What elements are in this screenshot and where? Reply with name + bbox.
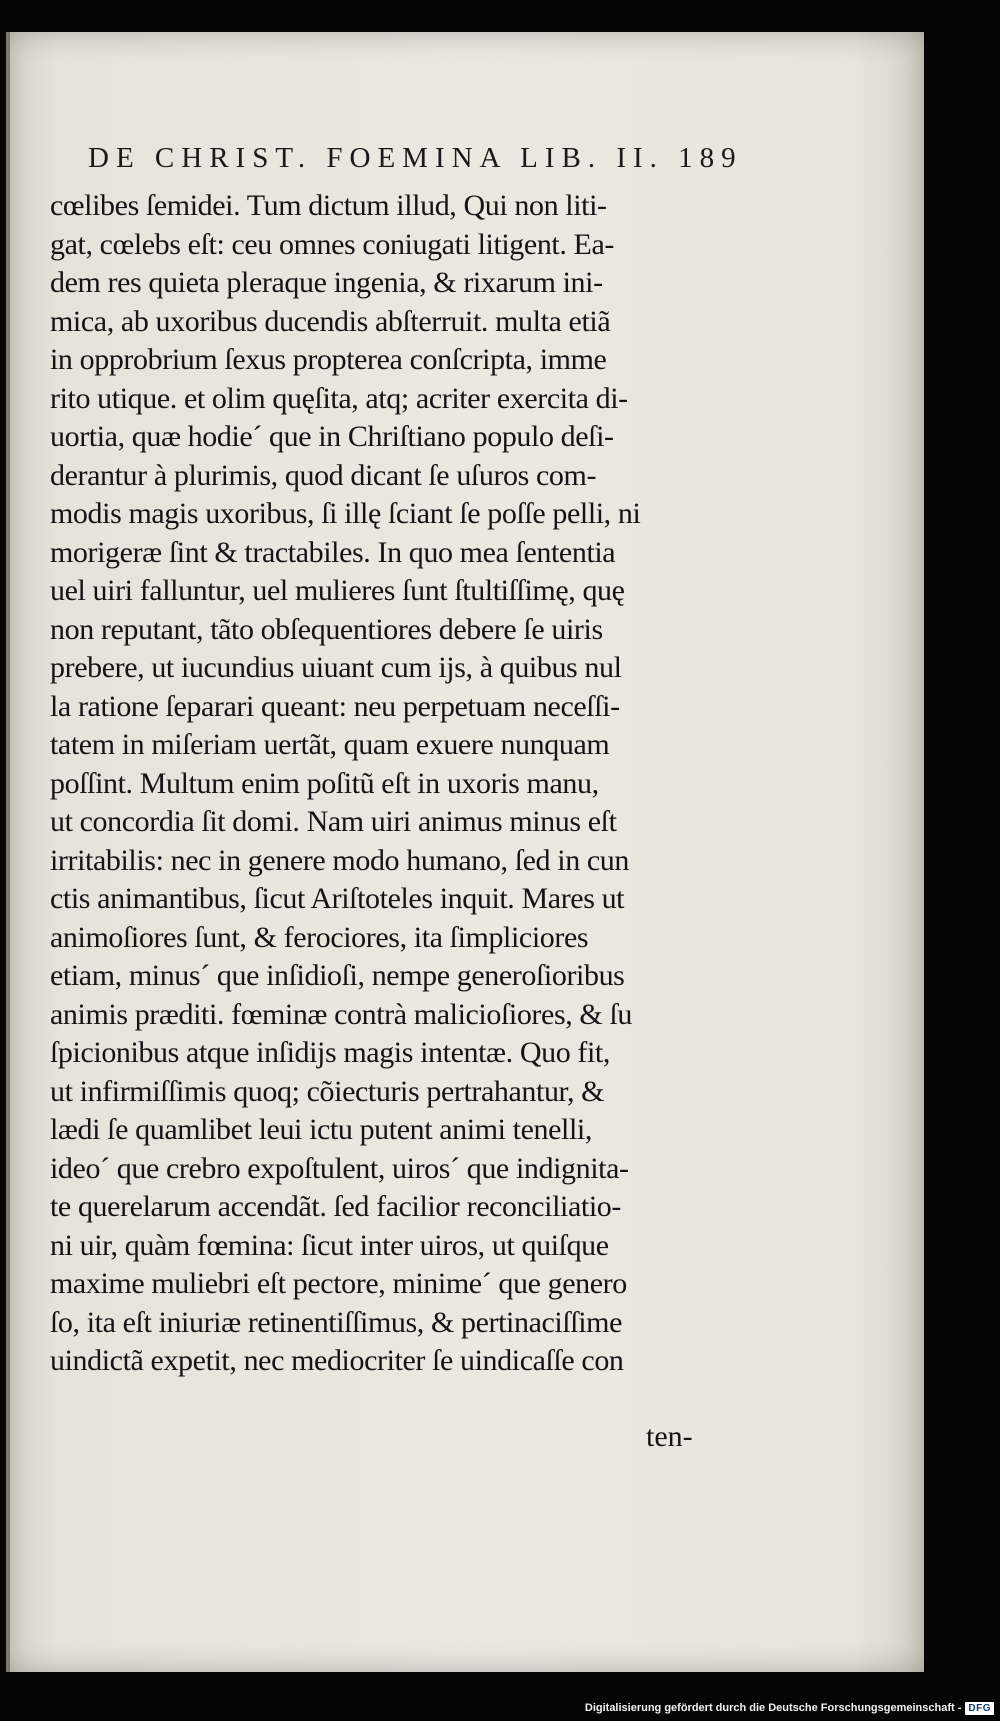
text-line: te querelarum accendãt. ſed facilior reconciliatio- [50,1190,621,1223]
digitization-footer [585,1699,994,1717]
text-line: uindictã expetit, nec mediocriter ſe uindicaſſe con [50,1344,624,1377]
text-line: ideo´ que crebro expoſtulent, uiros´ que indignita- [50,1151,629,1185]
text-line: tatem in miſeriam uertãt, quam exuere nunquam [50,728,610,761]
text-line: ſpicionibus atque inſidijs magis intentæ. Quo fit, [50,1036,610,1069]
running-head: DE CHRIST. FOEMINA LIB. II. 189 [88,142,743,174]
page-edge [6,32,10,1672]
text-line: in opprobrium ſexus propterea conſcripta, imme [50,343,607,376]
text-line: animis præditi. fœminæ contrà malicioſiores, & ſu [50,997,632,1031]
text-line: ni uir, quàm fœmina: ſicut inter uiros, ut quiſque [50,1228,609,1262]
text-line: non reputant, tãto obſequentiores debere ſe uiris [50,612,603,646]
text-line: modis magis uxoribus, ſi illę ſciant ſe poſſe pelli, ni [50,497,641,530]
text-block [50,187,750,1381]
text-line: uortia, quæ hodie´ que in Chriſtiano populo deſi- [50,420,614,453]
text-line: gat, cœlebs eſt: ceu omnes coniugati litigent. Ea- [50,227,614,261]
dfg-logo: DFG [965,1702,994,1715]
text-line: dem res quieta pleraque ingenia, & rixarum ini- [50,266,603,299]
text-line: lædi ſe quamlibet leui ictu putent animi tenelli, [50,1113,592,1146]
book-page [6,32,924,1672]
text-line: irritabilis: nec in genere modo humano, ſed in cun [50,843,630,877]
text-line: animoſiores ſunt, & ferociores, ita ſimpliciores [50,920,589,954]
text-line: uel uiri falluntur, uel mulieres ſunt ſtultiſſimę, quę [50,574,625,607]
text-line: rito utique. et olim quęſita, atq; acriter exercita di- [50,381,628,415]
text-line: morigeræ ſint & tractabiles. In quo mea ſententia [50,535,616,569]
text-line: derantur à plurimis, quod dicant ſe uſuros com- [50,458,597,492]
text-line: poſſint. Multum enim poſitũ eſt in uxoris manu, [50,766,599,800]
text-line: ut infirmiſſimis quoq; cõiecturis pertrahantur, & [50,1074,605,1108]
text-line: mica, ab uxoribus ducendis abſterruit. multa etiã [50,304,611,338]
text-line: prebere, ut iucundius uiuant cum ijs, à quibus nul [50,651,622,684]
catchword: ten- [646,1420,693,1453]
text-line: ſo, ita eſt iniuriæ retinentiſſimus, & pertinaciſſime [50,1305,623,1339]
text-line: ut concordia ſit domi. Nam uiri animus minus eſt [50,805,617,838]
text-line: la ratione ſeparari queant: neu perpetuam neceſſi- [50,689,620,723]
text-line: ctis animantibus, ſicut Ariſtoteles inquit. Mares ut [50,882,625,915]
text-line: maxime muliebri eſt pectore, minime´ que genero [50,1267,627,1300]
footer-text: Digitalisierung gefördert durch die Deutsche Forschungsgemeinschaft - [584,1702,962,1714]
text-line: etiam, minus´ que inſidioſi, nempe generoſioribus [50,959,625,992]
text-line: cœlibes ſemidei. Tum dictum illud, Qui non liti- [50,189,607,222]
